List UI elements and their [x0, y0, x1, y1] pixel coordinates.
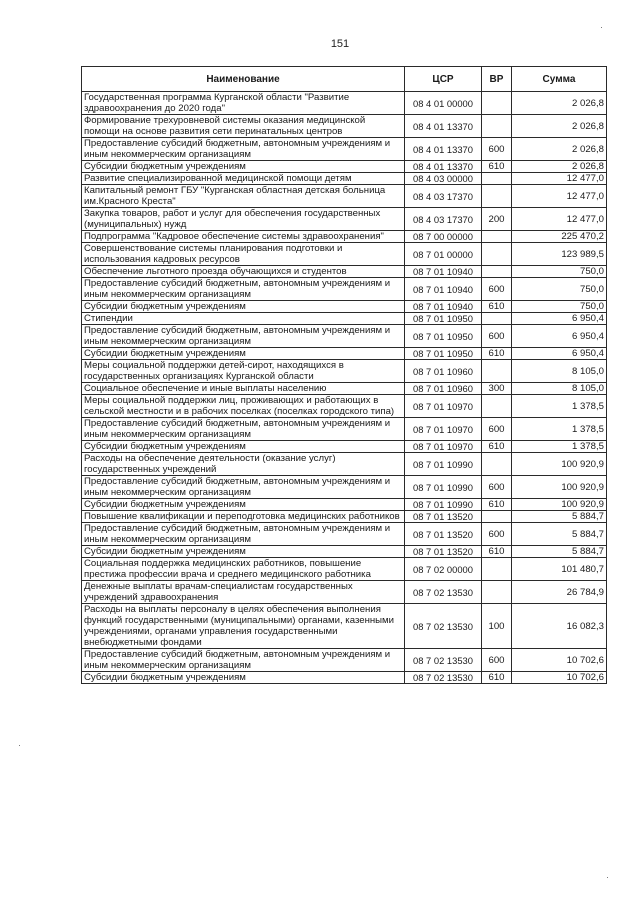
cell-name: Подпрограмма "Кадровое обеспечение системы здравоохранения"	[82, 231, 405, 243]
cell-csr: 08 7 01 10940	[405, 278, 482, 301]
cell-sum: 100 920,9	[512, 453, 607, 476]
table-row	[82, 558, 607, 581]
cell-vr	[482, 185, 512, 208]
cell-csr: 08 7 01 13520	[405, 511, 482, 523]
cell-name: Предоставление субсидий бюджетным, автономным учреждениям и иным некоммерческим организациям	[82, 418, 405, 441]
cell-vr: 600	[482, 649, 512, 672]
cell-name: Субсидии бюджетным учреждениям	[82, 499, 405, 511]
table-row	[82, 208, 607, 231]
cell-vr	[482, 231, 512, 243]
cell-name: Расходы на выплаты персоналу в целях обеспечения выполнения функций государственными (муниципальными) органами, казенными учреждениями, органами управления государственными внебюджетными фондами	[82, 604, 405, 649]
cell-vr: 600	[482, 138, 512, 161]
table-row	[82, 523, 607, 546]
cell-name: Предоставление субсидий бюджетным, автономным учреждениям и иным некоммерческим организациям	[82, 523, 405, 546]
cell-sum: 100 920,9	[512, 476, 607, 499]
cell-name: Стипендии	[82, 313, 405, 325]
cell-sum: 750,0	[512, 266, 607, 278]
table-row	[82, 604, 607, 649]
cell-vr: 610	[482, 301, 512, 313]
cell-vr	[482, 115, 512, 138]
cell-sum: 6 950,4	[512, 325, 607, 348]
cell-csr: 08 4 01 00000	[405, 92, 482, 115]
cell-name: Закупка товаров, работ и услуг для обеспечения государственных (муниципальных) нужд	[82, 208, 405, 231]
cell-vr: 600	[482, 418, 512, 441]
cell-sum: 2 026,8	[512, 115, 607, 138]
cell-name: Обеспечение льготного проезда обучающихся и студентов	[82, 266, 405, 278]
cell-name: Субсидии бюджетным учреждениям	[82, 161, 405, 173]
cell-name: Субсидии бюджетным учреждениям	[82, 301, 405, 313]
table-row	[82, 441, 607, 453]
table-row	[82, 325, 607, 348]
cell-sum: 2 026,8	[512, 138, 607, 161]
cell-sum: 10 702,6	[512, 649, 607, 672]
cell-csr: 08 4 01 13370	[405, 161, 482, 173]
cell-csr: 08 7 02 13530	[405, 672, 482, 684]
cell-csr: 08 4 03 17370	[405, 208, 482, 231]
cell-vr: 200	[482, 208, 512, 231]
cell-vr: 610	[482, 348, 512, 360]
cell-csr: 08 7 01 10970	[405, 418, 482, 441]
table-row	[82, 173, 607, 185]
table-row	[82, 138, 607, 161]
cell-sum: 5 884,7	[512, 546, 607, 558]
cell-csr: 08 7 02 13530	[405, 581, 482, 604]
table-row	[82, 499, 607, 511]
cell-csr: 08 7 01 10950	[405, 348, 482, 360]
cell-sum: 8 105,0	[512, 360, 607, 383]
cell-csr: 08 7 01 10960	[405, 383, 482, 395]
cell-sum: 10 702,6	[512, 672, 607, 684]
cell-name: Государственная программа Курганской области "Развитие здравоохранения до 2020 года"	[82, 92, 405, 115]
header-name: Наименование	[82, 67, 405, 92]
cell-name: Предоставление субсидий бюджетным, автономным учреждениям и иным некоммерческим организациям	[82, 325, 405, 348]
cell-vr: 100	[482, 604, 512, 649]
cell-name: Предоставление субсидий бюджетным, автономным учреждениям и иным некоммерческим организациям	[82, 278, 405, 301]
cell-name: Капитальный ремонт ГБУ "Курганская областная детская больница им.Красного Креста"	[82, 185, 405, 208]
cell-csr: 08 7 01 10940	[405, 301, 482, 313]
table-row	[82, 115, 607, 138]
cell-sum: 5 884,7	[512, 523, 607, 546]
cell-csr: 08 7 01 13520	[405, 523, 482, 546]
cell-csr: 08 7 01 10970	[405, 441, 482, 453]
cell-vr	[482, 558, 512, 581]
cell-sum: 750,0	[512, 301, 607, 313]
table-row	[82, 278, 607, 301]
cell-sum: 8 105,0	[512, 383, 607, 395]
cell-csr: 08 7 01 10950	[405, 313, 482, 325]
cell-vr: 610	[482, 672, 512, 684]
cell-vr: 600	[482, 325, 512, 348]
table-row	[82, 476, 607, 499]
cell-name: Формирование трехуровневой системы оказания медицинской помощи на основе развития сети перинатальных центров	[82, 115, 405, 138]
cell-sum: 26 784,9	[512, 581, 607, 604]
table-row	[82, 185, 607, 208]
cell-csr: 08 7 01 10990	[405, 499, 482, 511]
cell-csr: 08 4 01 13370	[405, 115, 482, 138]
table-row	[82, 453, 607, 476]
cell-vr	[482, 453, 512, 476]
header-sum: Сумма	[512, 67, 607, 92]
cell-sum: 1 378,5	[512, 418, 607, 441]
cell-name: Предоставление субсидий бюджетным, автономным учреждениям и иным некоммерческим организациям	[82, 649, 405, 672]
cell-csr: 08 7 01 10990	[405, 453, 482, 476]
cell-name: Предоставление субсидий бюджетным, автономным учреждениям и иным некоммерческим организациям	[82, 138, 405, 161]
cell-vr: 600	[482, 523, 512, 546]
cell-csr: 08 7 01 00000	[405, 243, 482, 266]
cell-name: Совершенствование системы планирования подготовки и использования кадровых ресурсов	[82, 243, 405, 266]
cell-sum: 1 378,5	[512, 441, 607, 453]
cell-name: Денежные выплаты врачам-специалистам государственных учреждений здравоохранения	[82, 581, 405, 604]
budget-table	[81, 66, 607, 684]
cell-name: Развитие специализированной медицинской помощи детям	[82, 173, 405, 185]
cell-sum: 1 378,5	[512, 395, 607, 418]
table-row	[82, 418, 607, 441]
table-row	[82, 313, 607, 325]
cell-sum: 100 920,9	[512, 499, 607, 511]
cell-vr	[482, 581, 512, 604]
cell-sum: 16 082,3	[512, 604, 607, 649]
table-row	[82, 231, 607, 243]
table-row	[82, 581, 607, 604]
table-row	[82, 348, 607, 360]
cell-csr: 08 4 03 00000	[405, 173, 482, 185]
cell-csr: 08 7 01 10960	[405, 360, 482, 383]
table-row	[82, 161, 607, 173]
cell-csr: 08 7 00 00000	[405, 231, 482, 243]
cell-name: Социальное обеспечение и иные выплаты населению	[82, 383, 405, 395]
cell-csr: 08 7 01 10970	[405, 395, 482, 418]
cell-sum: 2 026,8	[512, 92, 607, 115]
cell-sum: 12 477,0	[512, 208, 607, 231]
cell-sum: 2 026,8	[512, 161, 607, 173]
cell-csr: 08 7 02 00000	[405, 558, 482, 581]
cell-vr: 300	[482, 383, 512, 395]
cell-sum: 123 989,5	[512, 243, 607, 266]
cell-vr	[482, 92, 512, 115]
table-row	[82, 672, 607, 684]
cell-name: Предоставление субсидий бюджетным, автономным учреждениям и иным некоммерческим организациям	[82, 476, 405, 499]
cell-vr: 610	[482, 161, 512, 173]
cell-sum: 6 950,4	[512, 348, 607, 360]
cell-csr: 08 4 01 13370	[405, 138, 482, 161]
cell-sum: 225 470,2	[512, 231, 607, 243]
table-row	[82, 395, 607, 418]
table-row	[82, 266, 607, 278]
scan-mark: ·	[18, 740, 21, 750]
cell-vr	[482, 511, 512, 523]
cell-name: Повышение квалификации и переподготовка медицинских работников	[82, 511, 405, 523]
header-vr: ВР	[482, 67, 512, 92]
cell-csr: 08 4 03 17370	[405, 185, 482, 208]
table-row	[82, 649, 607, 672]
cell-sum: 12 477,0	[512, 185, 607, 208]
table-row	[82, 92, 607, 115]
cell-vr	[482, 173, 512, 185]
table-row	[82, 511, 607, 523]
cell-sum: 6 950,4	[512, 313, 607, 325]
cell-sum: 750,0	[512, 278, 607, 301]
cell-name: Субсидии бюджетным учреждениям	[82, 441, 405, 453]
table-body	[82, 92, 607, 684]
cell-name: Субсидии бюджетным учреждениям	[82, 348, 405, 360]
cell-vr: 600	[482, 476, 512, 499]
cell-vr	[482, 243, 512, 266]
cell-vr: 610	[482, 499, 512, 511]
cell-name: Субсидии бюджетным учреждениям	[82, 546, 405, 558]
cell-vr: 610	[482, 546, 512, 558]
cell-vr	[482, 313, 512, 325]
cell-csr: 08 7 01 10950	[405, 325, 482, 348]
cell-vr: 600	[482, 278, 512, 301]
cell-csr: 08 7 01 13520	[405, 546, 482, 558]
header-csr: ЦСР	[405, 67, 482, 92]
cell-vr	[482, 266, 512, 278]
cell-vr	[482, 360, 512, 383]
cell-csr: 08 7 01 10940	[405, 266, 482, 278]
cell-sum: 5 884,7	[512, 511, 607, 523]
cell-vr: 610	[482, 441, 512, 453]
table-header-row	[82, 67, 607, 92]
cell-vr	[482, 395, 512, 418]
cell-csr: 08 7 02 13530	[405, 604, 482, 649]
cell-name: Социальная поддержка медицинских работников, повышение престижа профессии врача и среднего медицинского работника	[82, 558, 405, 581]
cell-name: Меры социальной поддержки детей-сирот, находящихся в государственных организациях Курганской области	[82, 360, 405, 383]
table-row	[82, 243, 607, 266]
scan-mark: ·	[600, 22, 603, 32]
table-row	[82, 301, 607, 313]
cell-csr: 08 7 02 13530	[405, 649, 482, 672]
cell-csr: 08 7 01 10990	[405, 476, 482, 499]
scan-mark: ·	[606, 872, 609, 882]
table-row	[82, 360, 607, 383]
table-row	[82, 383, 607, 395]
cell-sum: 101 480,7	[512, 558, 607, 581]
cell-name: Субсидии бюджетным учреждениям	[82, 672, 405, 684]
table-row	[82, 546, 607, 558]
page-number: 151	[330, 38, 350, 50]
cell-name: Меры социальной поддержки лиц, проживающих и работающих в сельской местности и в рабочих поселках (поселках городского типа)	[82, 395, 405, 418]
cell-sum: 12 477,0	[512, 173, 607, 185]
cell-name: Расходы на обеспечение деятельности (оказание услуг) государственных учреждений	[82, 453, 405, 476]
